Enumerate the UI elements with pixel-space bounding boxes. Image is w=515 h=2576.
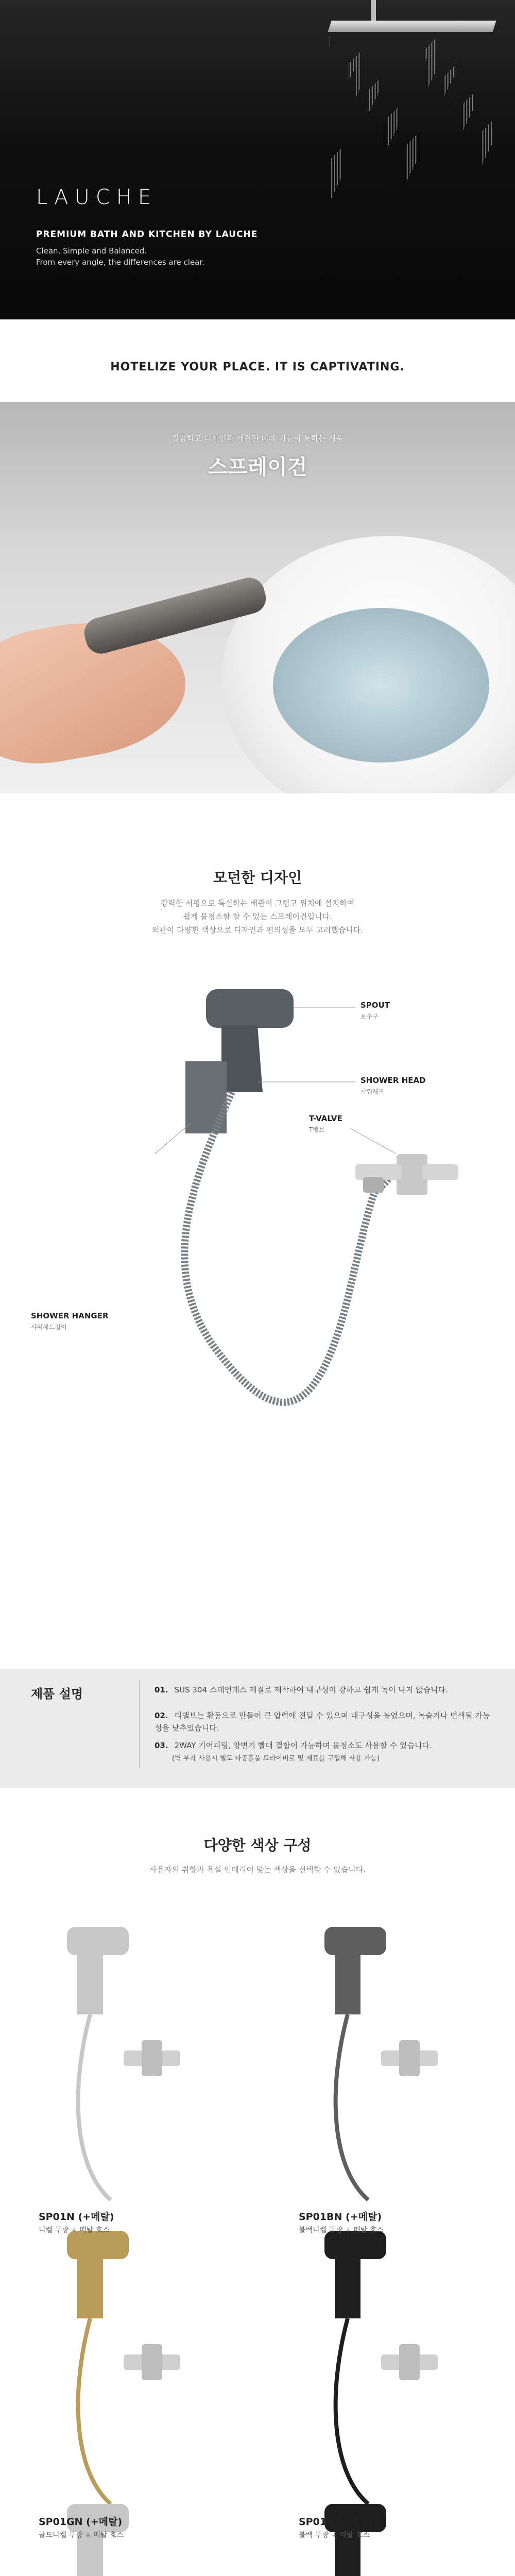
sprayer-handle-graphic	[221, 1025, 263, 1092]
photo-title: 스프레이건	[208, 455, 307, 479]
hero-line-1: Clean, Simple and Balanced.	[36, 246, 147, 256]
label-t-valve-ko: T밸브	[309, 1126, 325, 1133]
water-drop	[356, 56, 357, 96]
sprayer-handle-graphic	[335, 1953, 360, 2014]
water-drop	[359, 53, 360, 90]
variant-sprayer-4	[324, 2231, 438, 2504]
spec-item-2: 02. 티밸브는 황동으로 만들어 큰 압력에 견딜 수 있으며 내구성을 높였으며, 녹슬거나 변색될 가능성을 낮추었습니다.	[154, 1711, 490, 1733]
water-drop	[394, 110, 395, 133]
water-drop	[431, 43, 432, 80]
design-desc-1: 강력한 서핑으로 특실하는 배관이 그립고 위치에 설치하여	[160, 899, 355, 908]
water-drop	[375, 83, 376, 99]
spec-item-1: 01. SUS 304 스테인레스 재질로 제작하여 내구성이 강하고 쉽게 녹이 나지 않습니다.	[154, 1685, 448, 1694]
water-drop	[472, 94, 473, 111]
sprayer-handle-graphic	[335, 2257, 360, 2318]
photo-caption: 깔끔하고 디자인과 세련된 비데 기능이 통하는 제품	[171, 434, 344, 443]
water-drop	[469, 97, 470, 117]
toilet-bowl-graphic	[273, 608, 489, 762]
water-drop	[450, 70, 451, 83]
design-diagram	[0, 958, 515, 1628]
spec-divider	[139, 1681, 140, 1768]
sprayer-head-graphic	[324, 1927, 386, 1955]
water-drop	[407, 144, 408, 179]
hero-line-2: From every angle, the differences are clear.	[36, 258, 204, 267]
label-spout: SPOUT	[360, 1001, 390, 1010]
variant-name-4: SP01B (+메탈)	[299, 2516, 374, 2528]
hose-graphic	[184, 1092, 391, 1402]
water-drop	[334, 155, 335, 192]
water-drop	[466, 100, 467, 124]
water-drop	[410, 141, 411, 173]
water-drop	[331, 158, 332, 198]
label-shower-head-ko: 샤워헤드	[360, 1088, 385, 1095]
water-drop	[485, 128, 486, 158]
colors-title: 다양한 색상 구성	[203, 1837, 312, 1854]
water-drop	[453, 67, 454, 77]
water-drop	[426, 47, 427, 59]
water-drop	[434, 40, 435, 74]
variant-sprayer-2	[324, 1927, 438, 2200]
variant-desc-4: 블랙 무광 + 메탈 호스	[299, 2531, 370, 2539]
variant-name-2: SP01BN (+메탈)	[299, 2211, 382, 2223]
label-shower-head: SHOWER HEAD	[360, 1076, 426, 1085]
hero-banner	[0, 0, 515, 319]
design-title: 모던한 디자인	[213, 869, 302, 886]
design-desc-2: 쉽게 물청소할 할 수 있는 스프레이건입니다.	[183, 912, 332, 921]
label-shower-hanger: SHOWER HANGER	[31, 1311, 109, 1320]
water-drop	[340, 149, 341, 179]
water-drop	[372, 86, 373, 105]
colors-desc: 사용자의 취향과 욕실 인테리어 맞는 색상을 선택할 수 있습니다.	[149, 1865, 366, 1874]
design-desc-3: 외관이 다양한 색상으로 디자인과 편의성을 모두 고려했습니다.	[151, 925, 364, 935]
sprayer-handle-graphic	[77, 2257, 103, 2318]
rain-shower-head-graphic	[328, 21, 496, 32]
water-drop	[369, 89, 370, 111]
hose-graphic	[336, 2318, 368, 2504]
water-drop	[415, 136, 416, 164]
water-drop	[391, 113, 392, 139]
sprayer-head-graphic	[324, 2231, 386, 2259]
variant-desc-2: 블랙니켈 무광 + 메탈 호스	[299, 2226, 384, 2234]
water-drop	[388, 116, 389, 145]
toilet-usage-photo	[0, 402, 515, 793]
label-t-valve: T-VALVE	[309, 1114, 342, 1123]
water-drop	[337, 152, 338, 185]
hose-graphic	[78, 2014, 111, 2200]
water-drop	[350, 62, 351, 77]
hose-graphic	[336, 2014, 368, 2200]
hose-graphic	[78, 2318, 111, 2504]
sprayer-head-graphic	[67, 1927, 129, 1955]
label-shower-hanger-ko: 샤워헤드걸이	[31, 1324, 67, 1331]
shower-arm-graphic	[371, 0, 376, 23]
variant-name-1: SP01N (+메탈)	[39, 2211, 114, 2223]
variant-desc-3: 골드니켈 무광 + 메탈 호스	[39, 2531, 124, 2539]
variant-sprayer-3	[67, 2231, 180, 2504]
variant-sprayer-1	[67, 1927, 180, 2200]
shower-hanger-graphic	[185, 1061, 227, 1133]
sprayer-head-graphic	[67, 2231, 129, 2259]
variant-desc-1: 니켈 무광 + 메탈 호스	[39, 2226, 110, 2234]
water-drop	[412, 139, 413, 170]
hero-subtitle: PREMIUM BATH AND KITCHEN BY LAUCHE	[36, 229, 258, 240]
water-drop	[491, 122, 492, 145]
spec-title: 제품 설명	[31, 1687, 83, 1701]
water-drop	[396, 109, 397, 130]
label-spout-ko: 토수구	[360, 1013, 379, 1020]
water-drop	[482, 131, 483, 164]
variant-gallery	[0, 1906, 515, 2576]
sprayer-spout-graphic	[206, 989, 294, 1028]
spec-item-3: 03. 2WAY 기어피팅, 양변기 빨대 결합이 가능하며 물청소도 사용할 수 있습니다.	[154, 1741, 432, 1750]
water-drop	[488, 125, 489, 151]
sprayer-handle-graphic	[77, 1953, 103, 2014]
tagline: HOTELIZE YOUR PLACE. IT IS CAPTIVATING.	[110, 361, 405, 374]
water-drop	[445, 75, 446, 93]
water-drop	[447, 73, 448, 90]
brand-logo: LAUCHE	[36, 185, 158, 209]
water-drop	[353, 59, 354, 71]
spec-item-note: (벽 부착 사용시 별도 타공홀을 드라이버로 및 재료를 구입해 사용 가능)	[172, 1755, 380, 1762]
variant-name-3: SP01GN (+메탈)	[39, 2516, 123, 2528]
water-drop	[463, 104, 464, 130]
